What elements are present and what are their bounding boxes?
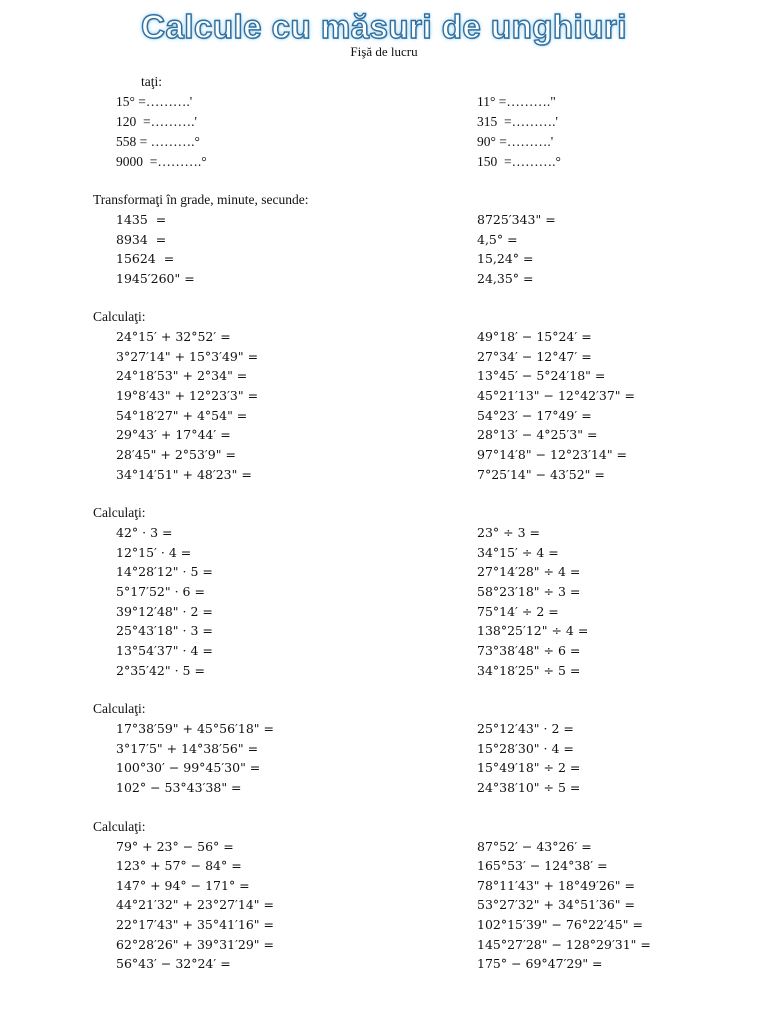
exercise-item: 27°34′ − 12°47′ = (477, 349, 592, 364)
exercise-item: 42° · 3 = (116, 525, 173, 540)
exercise-item: 75°14′ ÷ 2 = (477, 604, 559, 619)
exercise-item: 1945′260" = (116, 271, 195, 286)
exercise-item: 1435 = (116, 212, 167, 227)
exercise-item: 8725′343" = (477, 212, 556, 227)
exercise-item: 19°8′43" + 12°23′3" = (116, 388, 259, 403)
exercise-item: 315 =……….' (477, 114, 558, 129)
exercise-item: 4,5° = (477, 232, 518, 247)
section-heading: Calculaţi: (93, 309, 146, 324)
exercise-item: 17°38′59" + 45°56′18" = (116, 721, 274, 736)
exercise-item: 15,24° = (477, 251, 534, 266)
exercise-item: 13°45′ − 5°24′18" = (477, 368, 606, 383)
exercise-item: 87°52′ − 43°26′ = (477, 839, 592, 854)
exercise-item: 49°18′ − 15°24′ = (477, 329, 592, 344)
exercise-item: 15624 = (116, 251, 175, 266)
exercise-item: 90° =……….' (477, 134, 554, 149)
exercise-item: 73°38′48" ÷ 6 = (477, 643, 581, 658)
exercise-item: 9000 =……….° (116, 154, 207, 169)
exercise-item: 100°30′ − 99°45′30" = (116, 760, 261, 775)
exercise-item: 29°43′ + 17°44′ = (116, 427, 231, 442)
section-heading: Calculaţi: (93, 819, 146, 834)
exercise-item: 150 =……….° (477, 154, 561, 169)
exercise-item: 28′45" + 2°53′9" = (116, 447, 236, 462)
exercise-item: 45°21′13" − 12°42′37" = (477, 388, 635, 403)
page-subtitle: Fişă de lucru (350, 44, 418, 59)
exercise-item: 102°15′39" − 76°22′45" = (477, 917, 643, 932)
exercise-item: 54°23′ − 17°49′ = (477, 408, 592, 423)
exercise-item: 3°27′14" + 15°3′49" = (116, 349, 259, 364)
exercise-item: 44°21′32" + 23°27′14" = (116, 897, 274, 912)
exercise-item: 120 =……….' (116, 114, 197, 129)
section-heading: Calculaţi: (93, 505, 146, 520)
exercise-item: 13°54′37" · 4 = (116, 643, 213, 658)
exercise-item: 27°14′28" ÷ 4 = (477, 564, 581, 579)
exercise-item: 24°38′10" ÷ 5 = (477, 780, 581, 795)
page-title: Calcule cu măsuri de unghiuri (141, 8, 627, 45)
exercise-item: 79° + 23° − 56° = (116, 839, 234, 854)
section-heading: Transformaţi în grade, minute, secunde: (93, 192, 309, 207)
exercise-item: 7°25′14" − 43′52" = (477, 467, 605, 482)
exercise-item: 62°28′26" + 39°31′29" = (116, 937, 274, 952)
exercise-item: 15° =……….' (116, 94, 193, 109)
exercise-item: 39°12′48" · 2 = (116, 604, 213, 619)
exercise-item: 28°13′ − 4°25′3" = (477, 427, 598, 442)
exercise-item: 25°12′43" · 2 = (477, 721, 574, 736)
exercise-item: 15°28′30" · 4 = (477, 741, 574, 756)
exercise-item: 25°43′18" · 3 = (116, 623, 213, 638)
exercise-item: 53°27′32" + 34°51′36" = (477, 897, 635, 912)
exercise-item: 8934 = (116, 232, 167, 247)
exercise-item: 145°27′28" − 128°29′31" = (477, 937, 651, 952)
exercise-item: 5°17′52" · 6 = (116, 584, 205, 599)
exercise-item: 3°17′5" + 14°38′56" = (116, 741, 259, 756)
exercise-item: 123° + 57° − 84° = (116, 858, 242, 873)
exercise-item: 34°18′25" ÷ 5 = (477, 663, 581, 678)
exercise-item: 78°11′43" + 18°49′26" = (477, 878, 635, 893)
exercise-item: 558 = ……….° (116, 134, 200, 149)
exercise-item: 34°15′ ÷ 4 = (477, 545, 559, 560)
exercise-item: 24,35° = (477, 271, 534, 286)
exercise-item: 24°15′ + 32°52′ = (116, 329, 231, 344)
exercise-item: 102° − 53°43′38" = (116, 780, 242, 795)
exercise-item: 97°14′8" − 12°23′14" = (477, 447, 628, 462)
exercise-item: 12°15′ · 4 = (116, 545, 192, 560)
exercise-item: 58°23′18" ÷ 3 = (477, 584, 581, 599)
exercise-item: 23° ÷ 3 = (477, 525, 540, 540)
exercise-item: 11° =………." (477, 94, 556, 109)
exercise-item: 54°18′27" + 4°54" = (116, 408, 248, 423)
exercise-item: 22°17′43" + 35°41′16" = (116, 917, 274, 932)
exercise-item: 15°49′18" ÷ 2 = (477, 760, 581, 775)
exercise-item: 24°18′53" + 2°34" = (116, 368, 248, 383)
exercise-item: 14°28′12" · 5 = (116, 564, 213, 579)
exercise-item: 165°53′ − 124°38′ = (477, 858, 608, 873)
exercise-item: 34°14′51" + 48′23" = (116, 467, 252, 482)
exercise-item: 175° − 69°47′29" = (477, 956, 603, 971)
exercise-item: 147° + 94° − 171° = (116, 878, 250, 893)
section-prefix: taţi: (141, 74, 162, 89)
exercise-item: 138°25′12" ÷ 4 = (477, 623, 589, 638)
exercise-item: 56°43′ − 32°24′ = (116, 956, 231, 971)
section-heading: Calculaţi: (93, 701, 146, 716)
exercise-item: 2°35′42" · 5 = (116, 663, 205, 678)
